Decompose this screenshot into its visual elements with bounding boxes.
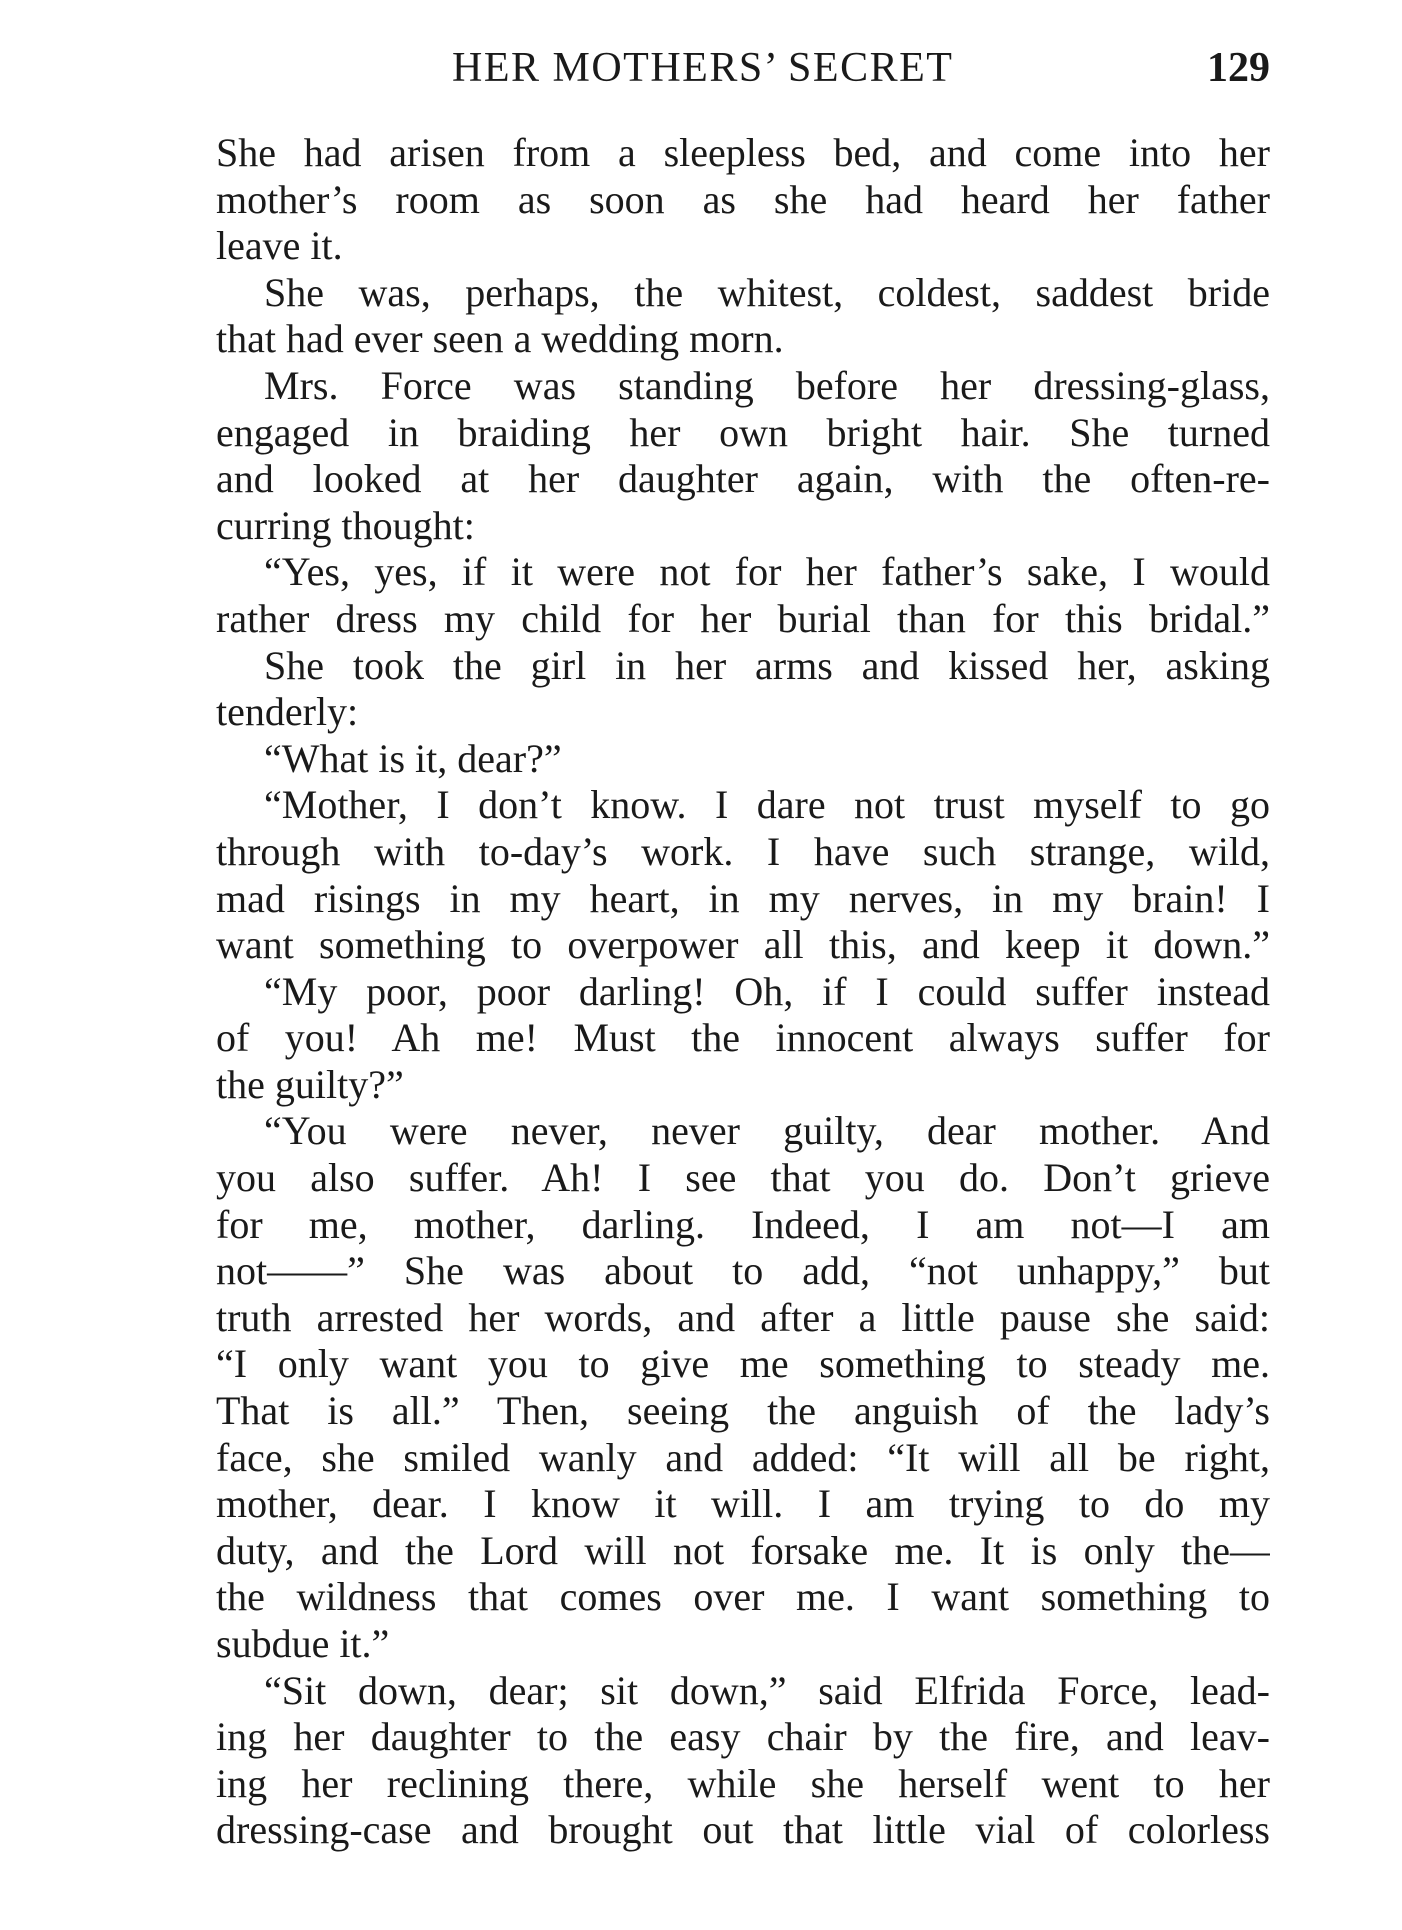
text-line: “What is it, dear?”: [264, 735, 562, 781]
page-number: 129: [1207, 45, 1270, 91]
text-line: “Mother, I don’t know. I dare not trust myself to go: [264, 782, 1270, 828]
text-line: you also suffer. Ah! I see that you do. Don’t grieve: [216, 1155, 1270, 1201]
text-line: of you! Ah me! Must the innocent always suffer for: [216, 1015, 1270, 1061]
text-line: curring thought:: [216, 502, 475, 548]
text-line: tenderly:: [216, 689, 359, 735]
text-line: through with to-day’s work. I have such strange, wild,: [216, 828, 1270, 874]
text-line: that had ever seen a wedding morn.: [216, 316, 784, 362]
text-line: rather dress my child for her burial than for this bridal.”: [216, 595, 1270, 641]
text-line: duty, and the Lord will not forsake me. It is only the—: [216, 1527, 1270, 1573]
text-line: “Sit down, dear; sit down,” said Elfrida Force, lead-: [264, 1667, 1270, 1713]
text-line: the guilty?”: [216, 1061, 404, 1107]
text-line: She took the girl in her arms and kissed her, asking: [264, 642, 1270, 688]
text-line: That is all.” Then, seeing the anguish of the lady’s: [216, 1388, 1270, 1434]
running-title: HER MOTHERS’ SECRET: [452, 45, 954, 91]
text-line: ing her reclining there, while she herself went to her: [216, 1760, 1270, 1806]
text-line: “My poor, poor darling! Oh, if I could suffer instead: [264, 968, 1270, 1014]
text-line: mother, dear. I know it will. I am trying to do my: [216, 1481, 1270, 1527]
text-line: Mrs. Force was standing before her dressing-glass,: [264, 362, 1270, 408]
text-line: She had arisen from a sleepless bed, and come into her: [216, 130, 1270, 175]
text-line: truth arrested her words, and after a little pause she said:: [216, 1294, 1270, 1340]
text-line: mad risings in my heart, in my nerves, in my brain! I: [216, 875, 1270, 921]
text-line: want something to overpower all this, and keep it down.”: [216, 922, 1270, 968]
text-line: leave it.: [216, 223, 343, 269]
text-line: the wildness that comes over me. I want something to: [216, 1574, 1270, 1620]
text-line: and looked at her daughter again, with the often-re-: [216, 456, 1270, 502]
text-line: dressing-case and brought out that little vial of colorless: [216, 1807, 1270, 1853]
text-line: She was, perhaps, the whitest, coldest, saddest bride: [264, 269, 1270, 315]
text-line: for me, mother, darling. Indeed, I am not—I am: [216, 1201, 1270, 1247]
text-line: ing her daughter to the easy chair by the fire, and leav-: [216, 1714, 1270, 1760]
text-line: mother’s room as soon as she had heard her father: [216, 176, 1270, 222]
text-line: “Yes, yes, if it were not for her father’s sake, I would: [264, 549, 1270, 595]
text-line: subdue it.”: [216, 1621, 390, 1666]
text-line: not——” She was about to add, “not unhappy,” but: [216, 1248, 1270, 1294]
text-line: “You were never, never guilty, dear mother. And: [264, 1108, 1270, 1154]
text-line: face, she smiled wanly and added: “It will all be right,: [216, 1434, 1270, 1480]
text-line: engaged in braiding her own bright hair. She turned: [216, 409, 1270, 455]
running-head: [216, 40, 1270, 100]
text-line: “I only want you to give me something to steady me.: [216, 1341, 1270, 1387]
body-text: [216, 130, 1270, 1854]
